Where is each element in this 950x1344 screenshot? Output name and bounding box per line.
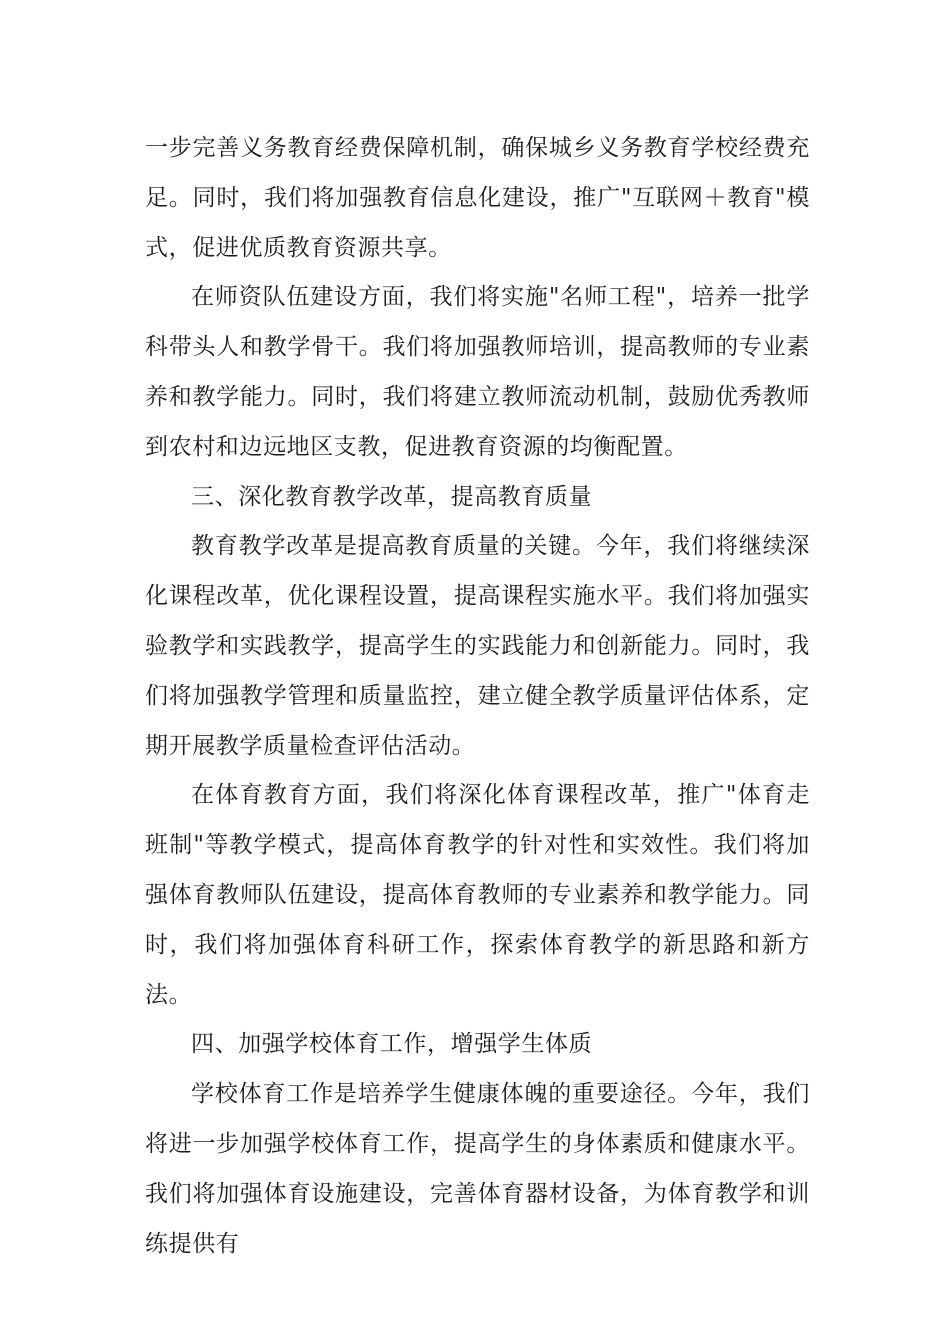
paragraph-pe-education: 在体育教育方面，我们将深化体育课程改革，推广"体育走班制"等教学模式，提高体育教学的针对性和实效性。我们将加强体育教师队伍建设，提高体育教师的专业素养和教学能力。同时，我们将加强体育科研工作，探索体育教学的新思路和新方法。 [145,782,810,1008]
paragraph-continuation: 一步完善义务教育经费保障机制，确保城乡义务教育学校经费充足。同时，我们将加强教育信息化建设，推广"互联网＋教育"模式，促进优质教育资源共享。 [145,135,810,261]
document-body [145,124,810,1269]
section-heading-4: 四、加强学校体育工作，增强学生体质 [191,1031,593,1058]
paragraph-teaching-reform: 教育教学改革是提高教育质量的关键。今年，我们将继续深化课程改革，优化课程设置，提高课程实施水平。我们将加强实验教学和实践教学，提高学生的实践能力和创新能力。同时，我们将加强教学管理和质量监控，建立健全教学质量评估体系，定期开展教学质量检查评估活动。 [145,533,810,759]
paragraph-teacher-team: 在师资队伍建设方面，我们将实施"名师工程"，培养一批学科带头人和教学骨干。我们将加强教师培训，提高教师的专业素养和教学能力。同时，我们将建立教师流动机制，鼓励优秀教师到农村和边远地区支教，促进教育资源的均衡配置。 [145,284,810,460]
section-heading-3: 三、深化教育教学改革，提高教育质量 [191,483,593,510]
paragraph-school-sports: 学校体育工作是培养学生健康体魄的重要途径。今年，我们将进一步加强学校体育工作，提高学生的身体素质和健康水平。我们将加强体育设施建设，完善体育器材设备，为体育教学和训练提供有 [145,1081,810,1257]
